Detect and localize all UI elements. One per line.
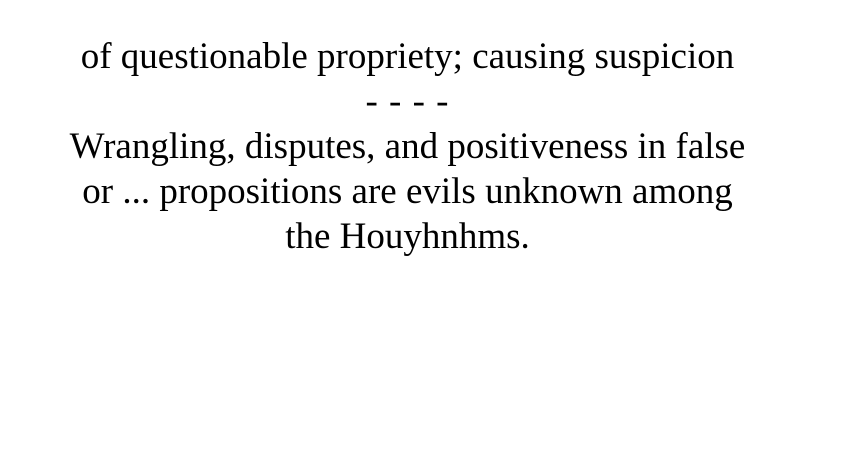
flashcard-text — [0, 34, 815, 259]
separator-text: - - - - — [365, 81, 450, 122]
definition-text: of questionable propriety; causing suspicion — [80, 36, 735, 77]
example-line: or ... propositions are evils unknown among — [82, 171, 733, 212]
example-line: the Houyhnhms. — [285, 216, 530, 257]
example-line: Wrangling, disputes, and positiveness in false — [69, 126, 746, 167]
